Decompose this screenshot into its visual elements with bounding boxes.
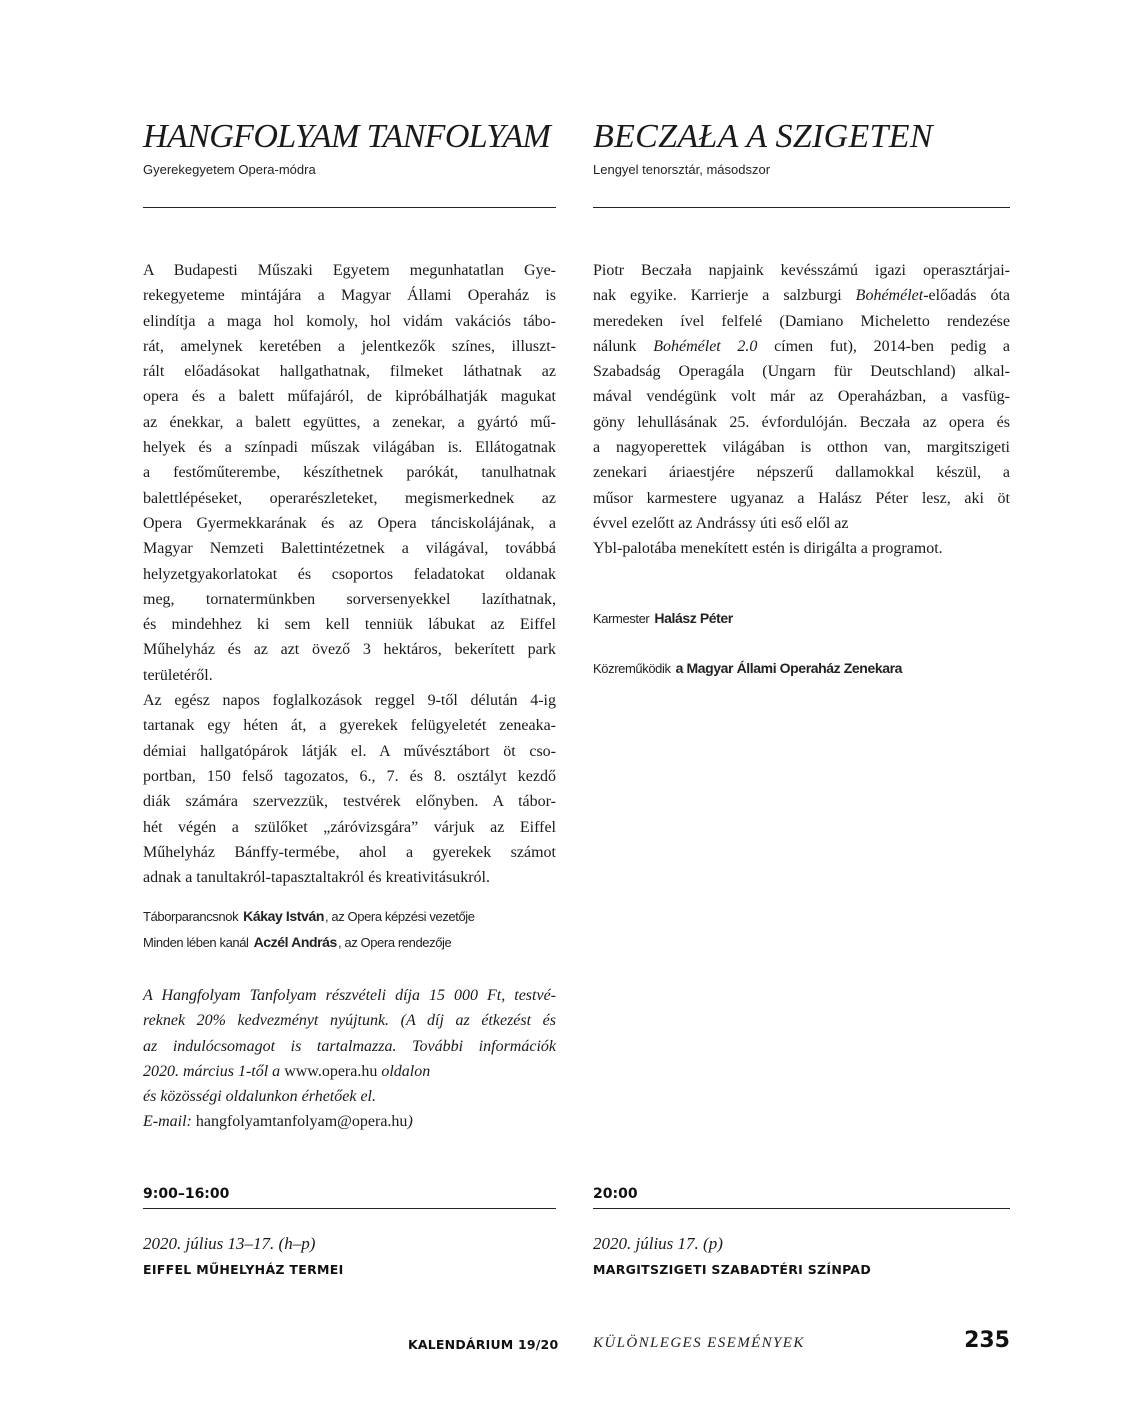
body-line: rált előadásokat hallgathatnak, filmeket láthatnak az — [143, 363, 556, 381]
event-description — [593, 258, 1010, 562]
body-line: meg, tornatermünkben sorversenyekkel lazíthatnak, — [143, 590, 556, 608]
credit-role: Karmester — [593, 611, 650, 626]
body-line: A Budapesti Műszaki Egyetem megunhatatlan Gye- — [143, 262, 556, 279]
event-subtitle: Gyerekegyetem Opera-módra — [143, 162, 316, 177]
body-line: adnak a tanultakról-tapasztaltakról és kreativitásukról. — [143, 869, 490, 887]
body-line: portban, 150 felső tagozatos, 6., 7. és 8. osztályt kezdő — [143, 767, 556, 785]
body-line: területéről. — [143, 666, 213, 684]
body-line: Magyar Nemzeti Balettintézetnek a világával, továbbá — [143, 540, 556, 558]
event-time: 20:00 — [593, 1186, 638, 1202]
website-link[interactable]: www.opera.hu — [284, 1062, 378, 1080]
body-line: évvel ezelőtt az Andrássy úti eső elől az — [593, 514, 849, 532]
credit-role: Táborparancsnok — [143, 909, 239, 924]
body-line: rát, amelynek keretében a jelentkezők színes, illuszt- — [143, 337, 556, 355]
body-line: Opera Gyermekkarának és az Opera tánciskolájának, a — [143, 514, 556, 532]
body-line: Műhelyház és az azt övező 3 hektáros, bekerített park — [143, 641, 556, 659]
body-line: nálunk Bohémélet 2.0 címen fut), 2014-ben pedig a — [593, 337, 1010, 355]
event-subtitle: Lengyel tenorsztár, másodszor — [593, 162, 771, 177]
publication-name: KALENDÁRIUM 19/20 — [408, 1337, 559, 1352]
body-line: démiai hallgatópárok látják el. A művésztábort öt cso- — [143, 742, 556, 760]
body-line: opera és a balett műfajáról, de kipróbálhatják magukat — [143, 388, 556, 406]
event-date: 2020. július 13–17. (h–p) — [143, 1234, 316, 1253]
credit-line — [593, 610, 734, 626]
body-line: műsor karmestere ugyanaz a Halász Péter lesz, aki öt — [593, 489, 1010, 507]
note-line: és közösségi oldalunkon érhetőek el. — [143, 1088, 376, 1106]
body-line: elindítja a maga hol komoly, hol vidám vakációs tábo- — [143, 312, 556, 330]
body-line: Ybl-palotába menekített estén is dirigálta a programot. — [593, 540, 943, 558]
body-line: tartanak egy héten át, a gyerekek felügyeletét zeneaka- — [143, 717, 556, 735]
credit-role: Közreműködik — [593, 661, 671, 676]
note-line: A Hangfolyam Tanfolyam részvételi díja 15 000 Ft, testvé- — [143, 987, 556, 1004]
credit-name: Kákay István — [243, 908, 324, 924]
body-line: Az egész napos foglalkozások reggel 9-től délután 4-ig — [143, 692, 556, 710]
credit-line — [143, 934, 451, 950]
event-title: HANGFOLYAM TANFOLYAM — [143, 118, 551, 155]
email-link[interactable]: hangfolyamtanfolyam@opera.hu — [195, 1113, 408, 1131]
body-line: göny lehullásának 25. évfordulóján. Beczała az opera és — [593, 413, 1010, 431]
event-column-hangfolyam — [143, 0, 559, 1418]
section-name: KÜLÖNLEGES ESEMÉNYEK — [593, 1335, 805, 1351]
event-description — [143, 258, 556, 890]
body-line: Piotr Beczała napjaink kevésszámú igazi operasztárjai- — [593, 262, 1010, 279]
event-title: BECZAŁA A SZIGETEN — [593, 118, 933, 155]
credit-role: Minden lében kanál — [143, 935, 249, 950]
body-line: balettlépéseket, operarészleteket, megismerkednek az — [143, 489, 556, 507]
page-number: 235 — [964, 1328, 1010, 1353]
time-divider — [593, 1208, 1010, 1209]
body-line: helyzetgyakorlatokat és csoportos feladatokat oldanak — [143, 565, 556, 583]
body-line: a festőműterembe, készíthetnek parókát, tanulhatnak — [143, 464, 556, 482]
body-line: helyek és a színpadi műszak világában is. Ellátogatnak — [143, 439, 556, 457]
body-line: az énekkar, a balett együttes, a zenekar, a gyártó mű- — [143, 413, 556, 431]
body-line: diák számára szervezzük, testvérek előnyben. A tábor- — [143, 793, 556, 811]
body-line: zenekari áriaestjére népszerű dallamokkal készül, a — [593, 464, 1010, 482]
body-line: és mindehhez ki sem kell tenniük lábukat az Eiffel — [143, 616, 556, 634]
event-venue: EIFFEL MŰHELYHÁZ TERMEI — [143, 1262, 344, 1277]
body-line: Műhelyház Bánffy-termébe, ahol a gyerekek számot — [143, 843, 556, 861]
body-line: mával vendégünk volt már az Operaházban, a vasfüg- — [593, 388, 1010, 406]
body-line: hét végén a szülőket „záróvizsgára” várjuk az Eiffel — [143, 818, 556, 836]
credit-name: Halász Péter — [654, 610, 733, 626]
note-line: E-mail: hangfolyamtanfolyam@opera.hu) — [143, 1113, 413, 1131]
note-line: reknek 20% kedvezményt nyújtunk. (A díj az étkezést és — [143, 1012, 556, 1030]
event-column-beczala — [593, 0, 1010, 1418]
time-divider — [143, 1208, 556, 1209]
credit-line — [143, 908, 475, 924]
header-divider — [143, 207, 556, 208]
event-date: 2020. július 17. (p) — [593, 1234, 723, 1253]
body-line: nak egyike. Karrierje a salzburgi Bohémélet-előadás óta — [593, 287, 1010, 305]
credit-name: Aczél András — [253, 934, 337, 950]
credit-line — [593, 660, 903, 676]
credit-description: , az Opera képzési vezetője — [324, 909, 475, 924]
body-line: rekegyeteme mintájára a Magyar Állami Operaház is — [143, 287, 556, 305]
body-line: meredeken ível felfelé (Damiano Micheletto rendezése — [593, 312, 1010, 330]
body-line: a nagyoperettek világában is otthon van, margitszigeti — [593, 439, 1010, 457]
body-line: Szabadság Operagála (Ungarn für Deutschland) alkal- — [593, 363, 1010, 381]
event-time: 9:00–16:00 — [143, 1186, 230, 1202]
credit-name: a Magyar Állami Operaház Zenekara — [675, 660, 903, 676]
credit-description: , az Opera rendezője — [337, 935, 452, 950]
note-line: az indulócsomagot is tartalmazza. További információk — [143, 1037, 556, 1055]
header-divider — [593, 207, 1010, 208]
price-info-note — [143, 983, 556, 1135]
event-venue: MARGITSZIGETI SZABADTÉRI SZÍNPAD — [593, 1262, 872, 1277]
note-line: 2020. március 1-től a www.opera.hu oldalon — [143, 1062, 431, 1080]
